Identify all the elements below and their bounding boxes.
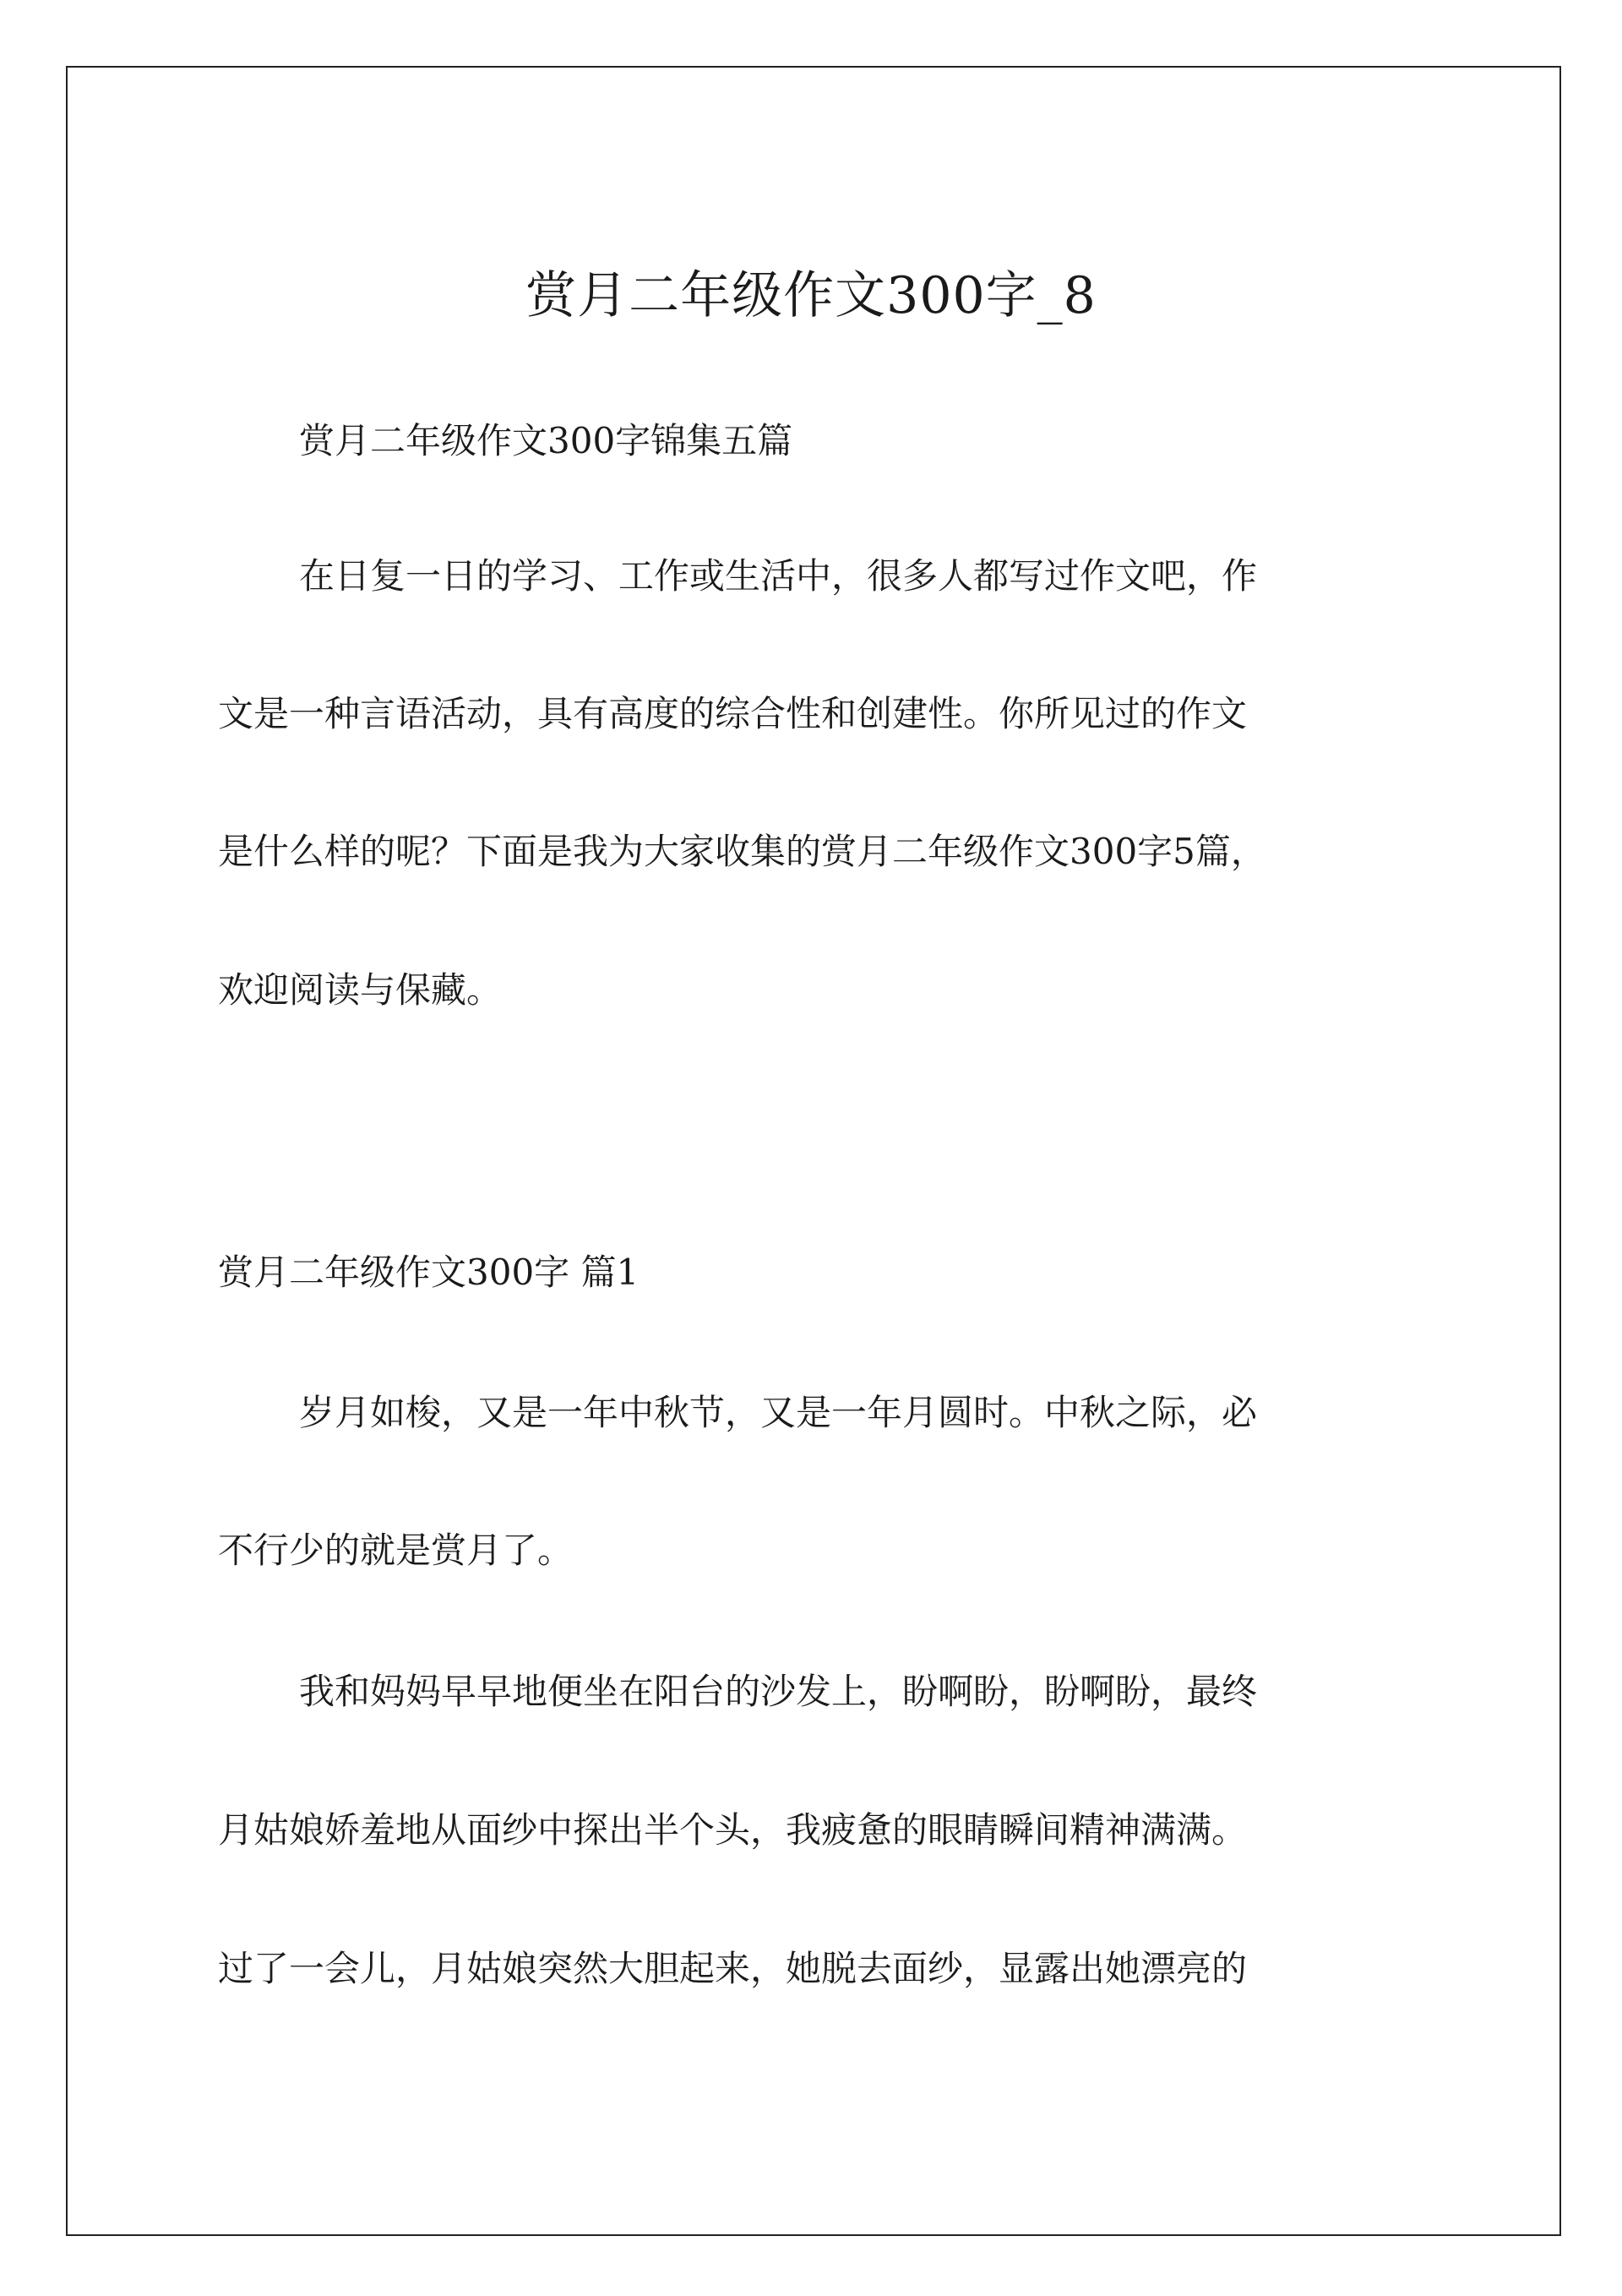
intro-line-1: 在日复一日的学习、工作或生活中，很多人都写过作文吧，作 <box>299 555 1258 597</box>
body-line-2: 不行少的就是赏月了。 <box>218 1530 574 1571</box>
intro-line-3: 是什么样的呢？下面是我为大家收集的赏月二年级作文300字5篇， <box>218 831 1266 872</box>
intro-line-2: 文是一种言语活动，具有高度的综合性和创建性。你所见过的作文 <box>218 693 1248 734</box>
body-line-3: 我和妈妈早早地便坐在阳台的沙发上，盼啊盼，盼啊盼，最终 <box>299 1671 1258 1712</box>
document-subtitle: 赏月二年级作文300字锦集五篇 <box>299 420 793 461</box>
body-line-4: 月姑娘娇羞地从面纱中探出半个头，我疲惫的眼睛瞬间精神满满。 <box>218 1809 1248 1851</box>
body-line-5: 过了一会儿，月姑娘突然大胆起来，她脱去面纱，显露出她漂亮的 <box>218 1948 1248 1989</box>
document-title: 赏月二年级作文300字_8 <box>525 266 1097 325</box>
section-heading: 赏月二年级作文300字 篇1 <box>218 1252 640 1293</box>
intro-line-4: 欢迎阅读与保藏。 <box>218 969 503 1011</box>
page-border <box>66 66 1561 2236</box>
body-line-1: 岁月如梭，又是一年中秋节，又是一年月圆时。中秋之际，必 <box>299 1392 1258 1433</box>
